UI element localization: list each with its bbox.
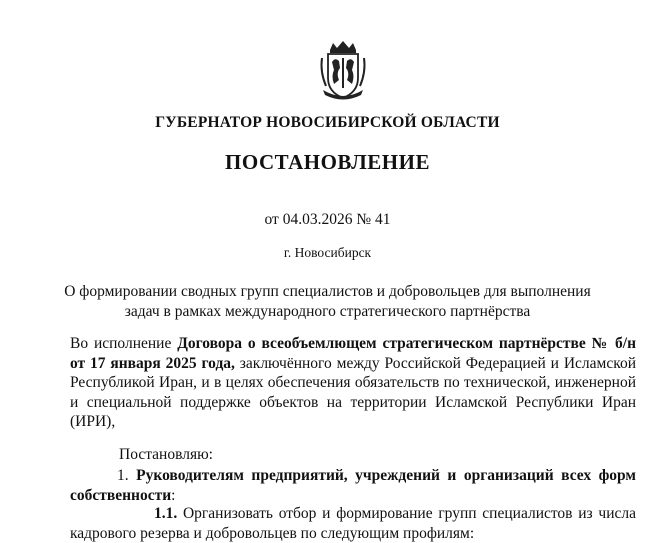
intro-lead: Во исполнение [70,335,178,352]
clause-1-1-text: Организовать отбор и формирование групп специалистов из числа кадрового резерва и добровольцев по следующим профилям: [70,505,636,542]
coat-of-arms-icon [318,40,368,102]
document-date-number: от 04.03.2026 № 41 [264,211,391,228]
authority-title: ГУБЕРНАТОР НОВОСИБИРСКОЙ ОБЛАСТИ [155,114,500,131]
subject-line-1: О формировании сводных групп специалистов и добровольцев для выполнения [64,283,591,300]
document-type: ПОСТАНОВЛЕНИЕ [225,150,430,174]
clause-1 [70,466,636,505]
clause-1-1-number: 1.1. [154,505,178,522]
decree-word: Постановляю: [119,446,213,463]
clause-1-1 [70,504,636,543]
document-subject [0,282,655,322]
clause-1-heading: Руководителям предприятий, учреждений и организаций всех форм собственности [70,467,636,504]
intro-treaty-reference: Договора о всеобъемлющем стратегическом партнёрстве № б/н от 17 января 2025 года, [70,335,636,372]
clause-1-number: 1. [117,467,137,484]
subject-line-2: задач в рамках международного стратегического партнёрства [124,303,531,320]
document-city: г. Новосибирск [283,245,372,260]
intro-rest: заключённого между Российской Федерацией и Исламской Республикой Иран, и в целях обеспечения обязательств по технической, инженерной и специальной поддержке объектов на территории Исламской Республики Иран (ИРИ), [70,354,636,430]
intro-paragraph [70,334,636,432]
clause-1-colon: : [171,486,176,504]
